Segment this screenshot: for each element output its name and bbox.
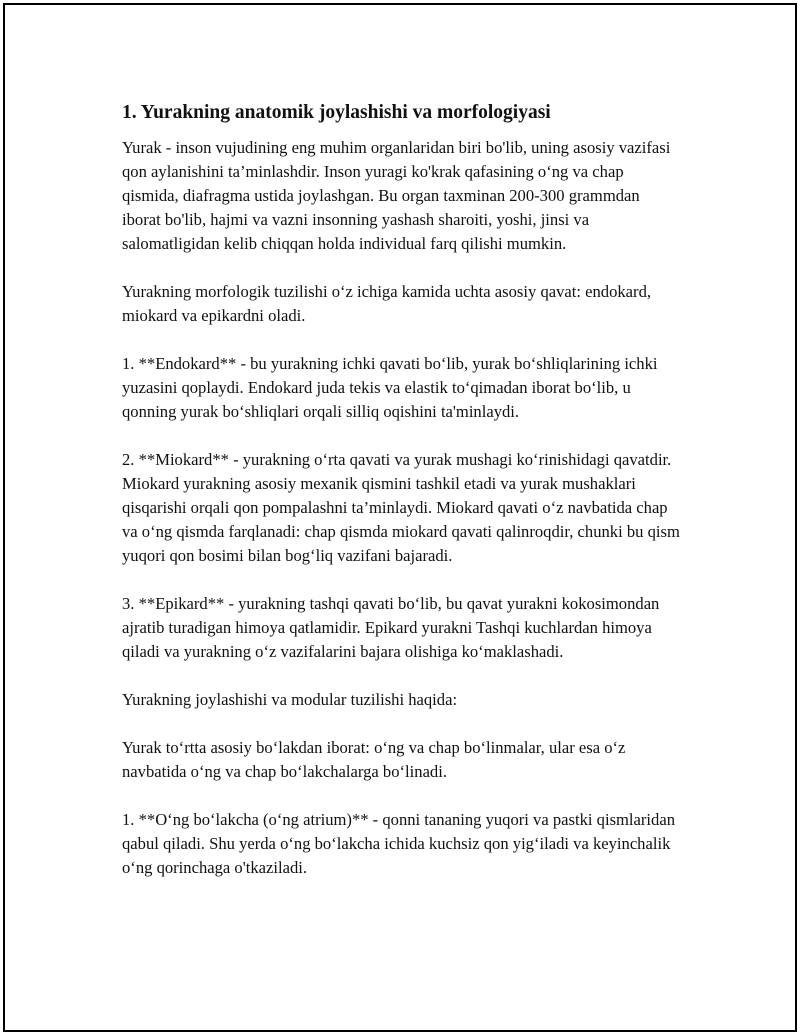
paragraph-endokard: 1. **Endokard** - bu yurakning ichki qavati bo‘lib, yurak bo‘shliqlarining ichki yuzasini qoplaydi. Endokard juda tekis va elastik to‘qimadan iborat bo‘lib, u qonning yurak bo‘shliqlari orqali silliq oqishini ta'minlaydi. <box>122 354 658 421</box>
paragraph-morphology: Yurakning morfologik tuzilishi o‘z ichiga kamida uchta asosiy qavat: endokard, miokard va epikardni oladi. <box>122 282 652 325</box>
page-frame <box>3 3 797 1032</box>
paragraph-epikard: 3. **Epikard** - yurakning tashqi qavati bo‘lib, bu qavat yurakni kokosimondan ajratib turadigan himoya qatlamidir. Epikard yurakni Tashqi kuchlardan himoya qiladi va yurakning o‘z vazifalarini bajara olishiga ko‘maklashadi. <box>122 594 660 661</box>
document-body <box>122 100 682 880</box>
document-title: 1. Yurakning anatomik joylashishi va morfologiyasi <box>122 102 551 123</box>
paragraph-location-heading: Yurakning joylashishi va modular tuzilishi haqida: <box>122 690 458 709</box>
paragraph-right-atrium: 1. **O‘ng bo‘lakcha (o‘ng atrium)** - qonni tananing yuqori va pastki qismlaridan qabul qiladi. Shu yerda o‘ng bo‘lakcha ichida kuchsiz qon yig‘iladi va keyinchalik o‘ng qorinchaga o'tkaziladi. <box>122 810 675 877</box>
paragraph-chambers: Yurak to‘rtta asosiy bo‘lakdan iborat: o‘ng va chap bo‘linmalar, ular esa o‘z navbatida o‘ng va chap bo‘lakchalarga bo‘linadi. <box>122 738 626 781</box>
paragraph-intro: Yurak - inson vujudining eng muhim organlaridan biri bo'lib, uning asosiy vazifasi qon aylanishini ta’minlashdir. Inson yuragi ko'krak qafasining o‘ng va chap qismida, diafragma ustida joylashgan. Bu organ taxminan 200-300 grammdan iborat bo'lib, hajmi va vazni insonning yashash sharoiti, yoshi, jinsi va salomatligidan kelib chiqqan holda individual farq qilishi mumkin. <box>122 138 671 253</box>
paragraph-miokard: 2. **Miokard** - yurakning o‘rta qavati va yurak mushagi ko‘rinishidagi qavatdir. Miokard yurakning asosiy mexanik qismini tashkil etadi va yurak mushaklari qisqarishi orqali qon pompalashni ta’minlaydi. Miokard qavati o‘z navbatida chap va o‘ng qismda farqlanadi: chap qismda miokard qavati qalinroqdir, chunki bu qism yuqori qon bosimi bilan bog‘liq vazifani bajaradi. <box>122 450 680 565</box>
